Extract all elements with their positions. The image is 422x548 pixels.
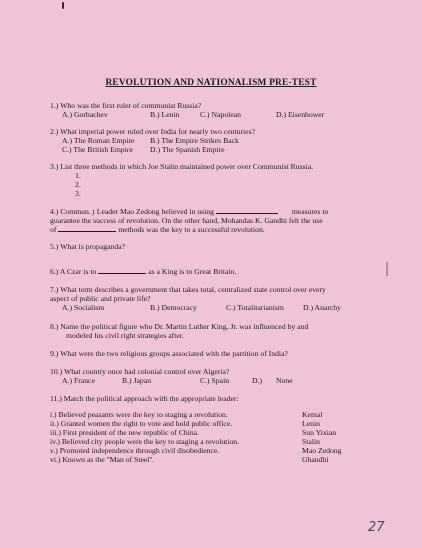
q10-option-c: C.) Spain bbox=[200, 376, 230, 385]
question-4-line-2: guarantee the success of revolution. On the other hand, Mohandas K. Gandhi felt the use bbox=[50, 216, 323, 225]
match-item: iii.) First president of the new republic of China. bbox=[50, 428, 200, 437]
q4-text-part-4: methods was the key to a successful revolution. bbox=[118, 225, 265, 234]
q3-number-3: 3. bbox=[75, 189, 81, 198]
q6-blank bbox=[98, 273, 146, 274]
q1-option-b: B.) Lenin bbox=[150, 110, 180, 119]
question-11: 11.) Match the political approach with the appropriate leader: bbox=[50, 394, 239, 403]
q10-option-d: D.) bbox=[252, 376, 263, 385]
leader-name: Sun Yixian bbox=[302, 428, 337, 437]
question-8-line-1: 8.) Name the political figure who Dr. Martin Luther King, Jr. was influenced by and bbox=[50, 322, 309, 331]
leader-name: Lenin bbox=[302, 419, 320, 428]
q2-option-c: C.) The British Empire bbox=[62, 145, 133, 154]
q1-option-d: D.) Eisenhower bbox=[276, 110, 325, 119]
q7-option-d: D.) Anarchy bbox=[303, 303, 341, 312]
q2-option-a: A.) The Roman Empire bbox=[62, 136, 135, 145]
question-5: 5.) What is propaganda? bbox=[50, 242, 125, 251]
match-item: v.) Promoted independence through civil disobedience. bbox=[50, 446, 220, 455]
match-item: ii.) Granted women the right to vote and hold public office. bbox=[50, 419, 233, 428]
q7-option-b: B.) Democracy bbox=[150, 303, 197, 312]
question-8-line-2: modeled his civil right strategies after. bbox=[66, 331, 184, 340]
match-item: iv.) Believed city people were the key to staging a revolution. bbox=[50, 437, 240, 446]
q2-option-b: B.) The Empire Strikes Back bbox=[150, 136, 239, 145]
q4-text-part-2: measures to bbox=[291, 207, 329, 216]
leader-name: Stalin bbox=[302, 437, 320, 446]
question-3: 3.) List three methods in which Joe Stalin maintained power over Communist Russia. bbox=[50, 162, 314, 171]
leader-name: Mao Zedong bbox=[302, 446, 342, 455]
question-6 bbox=[50, 267, 236, 276]
question-4-line-1 bbox=[50, 207, 328, 216]
q6-text-part-1: 6.) A Czar is to bbox=[50, 267, 97, 276]
handwritten-page-number: 27 bbox=[368, 520, 385, 535]
leader-name: Kemal bbox=[302, 410, 323, 419]
q1-option-a: A.) Gorbachev bbox=[62, 110, 108, 119]
q10-option-b: B.) Japan bbox=[122, 376, 152, 385]
q3-number-2: 2. bbox=[75, 180, 81, 189]
q3-number-1: 1. bbox=[75, 171, 81, 180]
q7-option-a: A.) Socialism bbox=[62, 303, 105, 312]
question-4-line-3 bbox=[50, 225, 265, 234]
match-item: i.) Believed peasants were the key to staging a revolution. bbox=[50, 410, 228, 419]
staple-mark bbox=[62, 2, 64, 9]
margin-mark bbox=[386, 262, 388, 276]
question-9: 9.) What were the two religious groups associated with the partition of India? bbox=[50, 349, 288, 358]
q4-text-part-3: of bbox=[50, 225, 57, 234]
page-title: REVOLUTION AND NATIONALISM PRE-TEST bbox=[105, 78, 317, 88]
q4-blank-2 bbox=[58, 231, 116, 232]
question-2: 2.) What imperial power ruled over India for nearly two centuries? bbox=[50, 127, 255, 136]
q6-text-part-2: as a King is to Great Britain. bbox=[148, 267, 237, 276]
leader-name: Ghandhi bbox=[302, 455, 329, 464]
q4-blank-1 bbox=[216, 213, 278, 214]
q10-option-d-text: None bbox=[276, 376, 293, 385]
q2-option-d: D.) The Spanish Empire bbox=[150, 145, 225, 154]
question-7-line-1: 7.) What term describes a government that takes total, centralized state control over every bbox=[50, 285, 326, 294]
question-7-line-2: aspect of public and private life? bbox=[50, 294, 151, 303]
q4-text-part-1: 4.) Commun. ̥t Leader Mao Zedong believed in using bbox=[50, 207, 214, 216]
question-1: 1.) Who was the first ruler of communist Russia? bbox=[50, 101, 202, 110]
q10-option-a: A.) France bbox=[62, 376, 95, 385]
question-10: 10.) What country once had colonial control over Algeria? bbox=[50, 367, 230, 376]
q7-option-c: C.) Totalitarianism bbox=[226, 303, 284, 312]
q1-option-c: C.) Napolean bbox=[200, 110, 241, 119]
match-item: vi.) Known as the "Man of Steel". bbox=[50, 455, 155, 464]
